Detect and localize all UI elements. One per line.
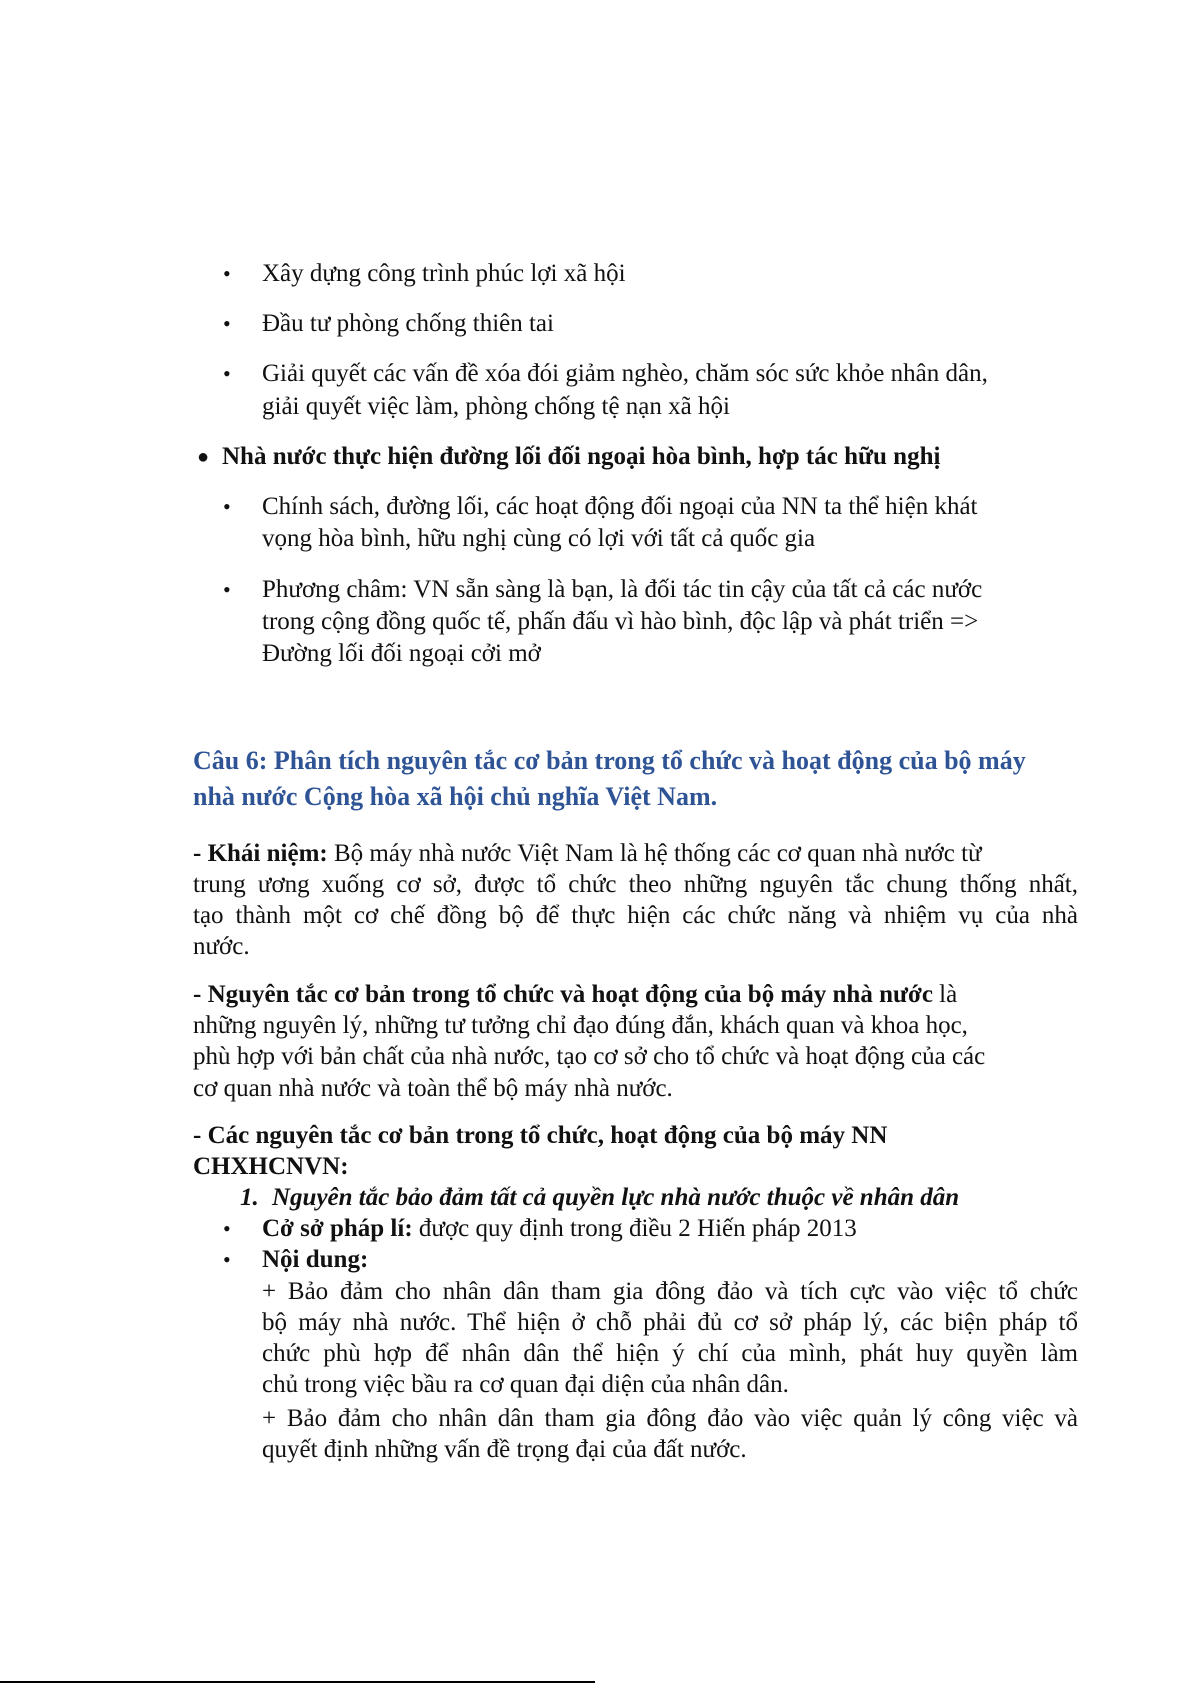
bullet: • (223, 577, 231, 602)
concept-line: tạo thành một cơ chế đồng bộ để thực hiện các chức năng và nhiệm vụ của nhà (193, 902, 1078, 929)
principle-def-line: cơ quan nhà nước và toàn thể bộ máy nhà nước. (193, 1075, 673, 1102)
bullet: • (223, 261, 231, 286)
content-line: + Bảo đảm cho nhân dân tham gia đông đảo và tích cực vào việc tổ chức (262, 1278, 1078, 1305)
basis-text: được quy định trong điều 2 Hiến pháp 2013 (412, 1215, 857, 1242)
principles-heading: - Các nguyên tắc cơ bản trong tổ chức, hoạt động của bộ máy NN (193, 1122, 888, 1149)
principle-number: 1. (240, 1184, 259, 1211)
list-item: Phương châm: VN sẵn sàng là bạn, là đối tác tin cậy của tất cả các nước (262, 576, 983, 603)
list-item-cont: giải quyết việc làm, phòng chống tệ nạn xã hội (262, 393, 730, 420)
list-item: Đầu tư phòng chống thiên tai (262, 310, 554, 337)
bullet: • (223, 311, 231, 336)
bullet: • (223, 361, 231, 386)
principle-def-line: những nguyên lý, những tư tưởng chỉ đạo đúng đắn, khách quan và khoa học, (193, 1012, 968, 1039)
bullet: • (223, 1216, 231, 1241)
bullet: • (223, 1247, 231, 1272)
concept-text: Bộ máy nhà nước Việt Nam là hệ thống các cơ quan nhà nước từ (327, 840, 982, 867)
principle-title: Nguyên tắc bảo đảm tất cả quyền lực nhà nước thuộc về nhân dân (272, 1184, 960, 1211)
concept-line: nước. (193, 933, 250, 960)
content-label: Nội dung: (262, 1246, 369, 1273)
principles-heading-cont: CHXHCNVN: (193, 1153, 349, 1180)
round-bullet: ● (197, 446, 210, 468)
concept-label: - Khái niệm: (193, 840, 328, 867)
list-item-cont: Đường lối đối ngoại cởi mở (262, 640, 541, 667)
principle-def-label: - Nguyên tắc cơ bản trong tổ chức và hoạt động của bộ máy nhà nước (193, 981, 933, 1008)
content-line: + Bảo đảm cho nhân dân tham gia đông đảo vào việc quản lý công việc và (262, 1405, 1078, 1432)
concept-first-line (193, 838, 982, 870)
question-heading: Câu 6: Phân tích nguyên tắc cơ bản trong tổ chức và hoạt động của bộ máy (193, 746, 1026, 775)
basis-label: Cở sở pháp lí: (262, 1215, 413, 1242)
content-line: chức phù hợp để nhân dân thể hiện ý chí của mình, phát huy quyền làm (262, 1340, 1078, 1367)
content-line: bộ máy nhà nước. Thể hiện ở chỗ phải đủ cơ sở pháp lý, các biện pháp tổ (262, 1309, 1078, 1336)
section-heading: Nhà nước thực hiện đường lối đối ngoại hòa bình, hợp tác hữu nghị (222, 443, 941, 470)
bullet: • (223, 494, 231, 519)
concept-line: trung ương xuống cơ sở, được tổ chức theo những nguyên tắc chung thống nhất, (193, 871, 1078, 898)
basis-line (262, 1213, 857, 1245)
content-line: quyết định những vấn đề trọng đại của đất nước. (262, 1436, 747, 1463)
list-item-cont: vọng hòa bình, hữu nghị cùng có lợi với tất cả quốc gia (262, 525, 816, 552)
principle-def-text: là (932, 981, 958, 1008)
principle-def-line: phù hợp với bản chất của nhà nước, tạo cơ sở cho tổ chức và hoạt động của các (193, 1043, 986, 1070)
principle-def-first-line (193, 979, 957, 1011)
list-item: Chính sách, đường lối, các hoạt động đối ngoại của NN ta thể hiện khát (262, 493, 978, 520)
page-bottom-rule (0, 1681, 595, 1683)
question-heading-cont: nhà nước Cộng hòa xã hội chủ nghĩa Việt Nam. (193, 782, 718, 811)
list-item: Giải quyết các vấn đề xóa đói giảm nghèo, chăm sóc sức khỏe nhân dân, (262, 360, 988, 387)
list-item-cont: trong cộng đồng quốc tế, phấn đấu vì hào bình, độc lập và phát triển => (262, 608, 979, 635)
list-item: Xây dựng công trình phúc lợi xã hội (262, 260, 626, 287)
content-line: chủ trong việc bầu ra cơ quan đại diện của nhân dân. (262, 1371, 789, 1398)
